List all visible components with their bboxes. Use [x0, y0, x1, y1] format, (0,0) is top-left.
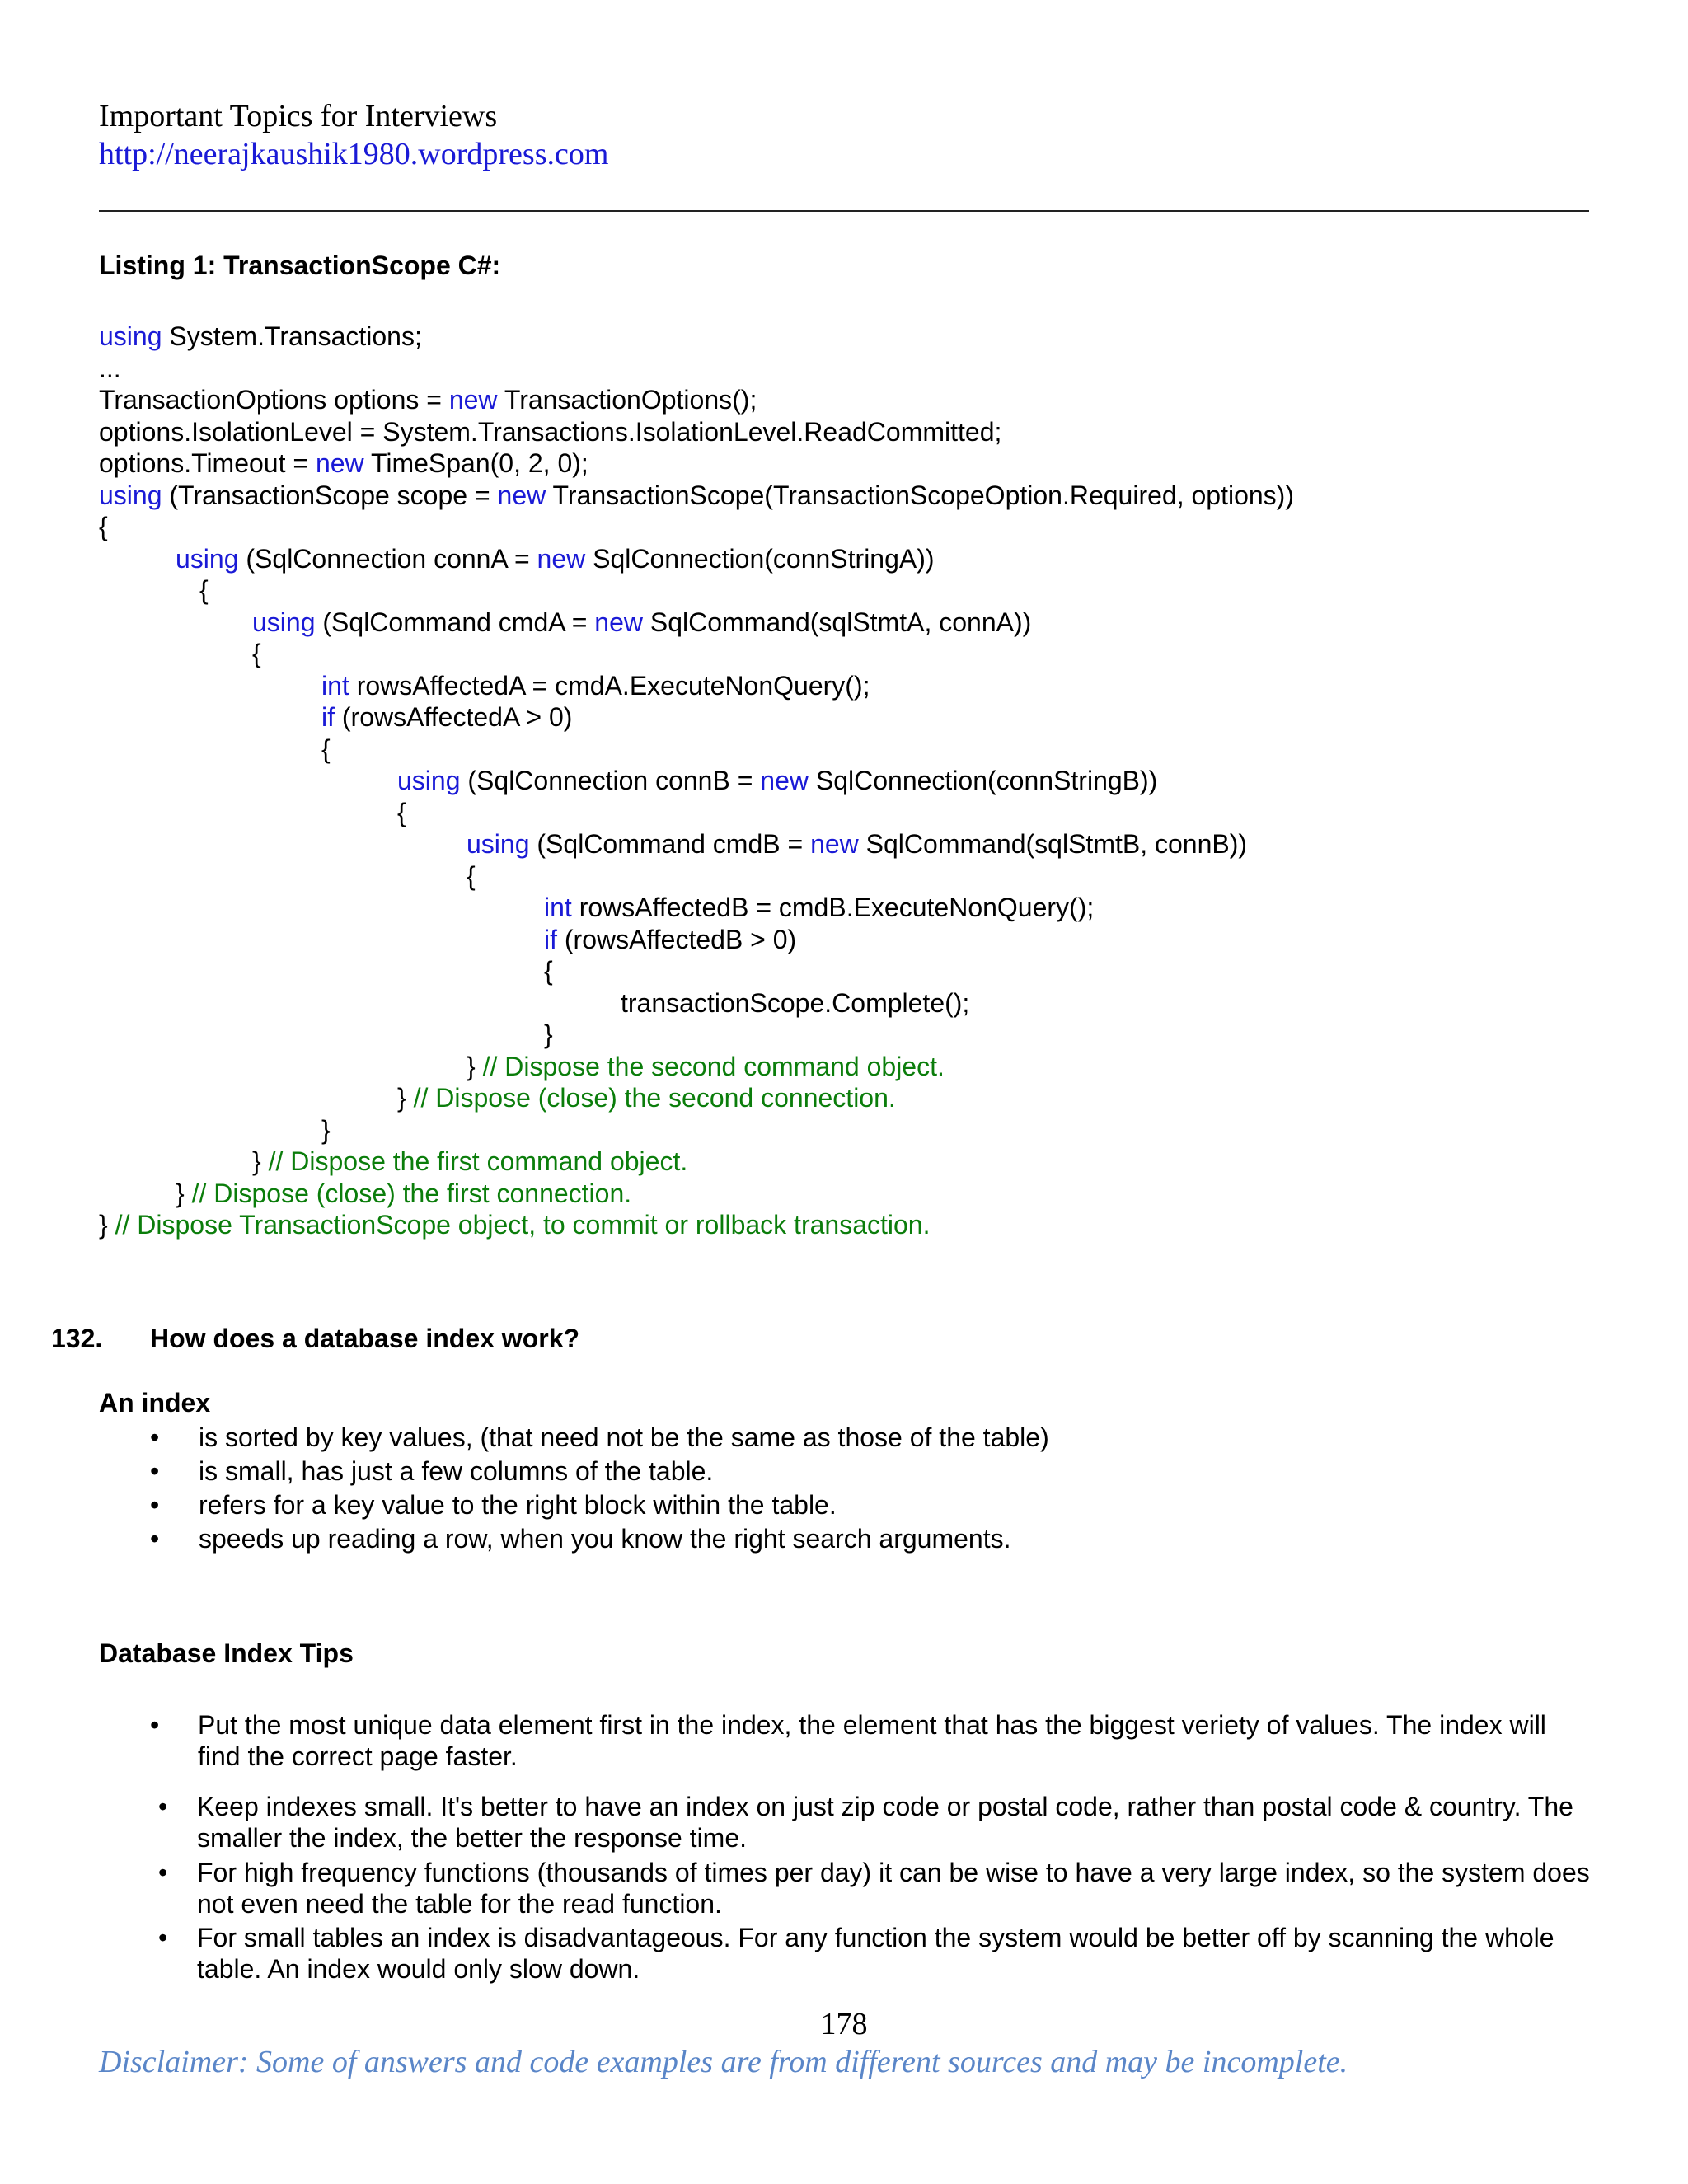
code-text: rowsAffectedB = cmdB.ExecuteNonQuery(); [571, 893, 1095, 922]
tip-item [99, 1922, 1591, 1985]
code-comment: // Dispose TransactionScope object, to commit or rollback transaction. [115, 1210, 931, 1240]
list-item-text: speeds up reading a row, when you know the right search arguments. [199, 1524, 1011, 1554]
code-line [99, 955, 1294, 987]
code-keyword: new [537, 543, 586, 574]
code-text: } [544, 1019, 553, 1049]
code-line [99, 828, 1294, 860]
bullet-icon: • [158, 1858, 168, 1887]
code-line [99, 1114, 1294, 1146]
code-text: } [252, 1146, 269, 1176]
code-keyword: using [176, 543, 239, 574]
code-text: (SqlCommand cmdA = [315, 607, 595, 637]
code-text: { [252, 639, 261, 668]
code-line [99, 892, 1294, 924]
tip-text: For small tables an index is disadvantageous. For any function the system would be better off by scanning the whole table. An index would only slow down. [197, 1923, 1554, 1984]
code-line [99, 1178, 1294, 1210]
code-text: options.Timeout = [99, 448, 316, 478]
tip-text: Put the most unique data element first in the index, the element that has the biggest veriety of values. The index will find the correct page faster. [198, 1710, 1546, 1771]
code-text: SqlConnection(connStringB)) [808, 766, 1158, 795]
code-text: transactionScope.Complete(); [621, 987, 970, 1018]
bullet-icon: • [150, 1490, 160, 1520]
code-text: TransactionOptions(); [497, 385, 757, 415]
code-text: SqlConnection(connStringA)) [585, 543, 935, 574]
code-line [99, 860, 1294, 893]
code-keyword: new [315, 448, 364, 478]
code-text: (TransactionScope scope = [162, 480, 498, 510]
bullet-icon: • [150, 1456, 160, 1486]
code-line [99, 1082, 1294, 1114]
code-text: rowsAffectedA = cmdA.ExecuteNonQuery(); [349, 670, 870, 701]
tip-item [99, 1857, 1591, 1919]
bullet-icon: • [158, 1923, 168, 1952]
code-text: TransactionOptions options = [99, 385, 449, 415]
code-text: options.IsolationLevel = System.Transactions.IsolationLevel.ReadCommitted; [99, 416, 1002, 447]
code-text: } [176, 1178, 192, 1208]
code-keyword: using [397, 766, 461, 795]
code-text: SqlCommand(sqlStmtB, connB)) [858, 829, 1248, 859]
tip-text: For high frequency functions (thousands of times per day) it can be wise to have a very large index, so the system does not even need the table for the read function. [197, 1858, 1590, 1919]
code-line [99, 574, 1294, 607]
code-text: { [99, 512, 108, 541]
code-text: } [99, 1210, 115, 1240]
code-text: { [321, 733, 331, 764]
code-line [99, 1209, 1294, 1241]
bullet-icon: • [150, 1710, 160, 1740]
header-link[interactable]: http://neerajkaushik1980.wordpress.com [99, 137, 609, 171]
question-text: How does a database index work? [150, 1324, 580, 1353]
bullet-icon: • [150, 1422, 160, 1452]
code-listing [99, 321, 1294, 1241]
code-line [99, 511, 1294, 543]
code-keyword: if [321, 702, 335, 732]
code-line [99, 1146, 1294, 1178]
code-text: } [321, 1114, 331, 1145]
code-line [99, 1019, 1294, 1051]
code-keyword: new [594, 607, 643, 637]
code-line [99, 670, 1294, 702]
code-keyword: new [760, 766, 809, 795]
code-comment: // Dispose the second command object. [482, 1051, 945, 1081]
code-line [99, 701, 1294, 733]
header-title: Important Topics for Interviews [99, 99, 498, 134]
code-line [99, 416, 1294, 448]
tips-heading: Database Index Tips [99, 1638, 354, 1668]
code-line [99, 765, 1294, 797]
code-line [99, 543, 1294, 575]
code-text: { [467, 860, 476, 891]
code-text: } [397, 1083, 414, 1113]
code-line [99, 733, 1294, 766]
code-text: (SqlConnection connB = [460, 766, 761, 795]
disclaimer: Disclaimer: Some of answers and code examples are from different sources and may be incomplete. [99, 2045, 1348, 2079]
code-comment: // Dispose (close) the first connection. [191, 1178, 632, 1208]
code-line [99, 480, 1294, 512]
code-keyword: using [99, 321, 162, 351]
code-text: TransactionScope(TransactionScopeOption.Required, options)) [546, 480, 1294, 510]
code-line [99, 987, 1294, 1019]
code-text: { [544, 956, 553, 986]
code-comment: // Dispose the first command object. [268, 1146, 688, 1176]
code-text: ... [99, 353, 121, 383]
code-text: (SqlConnection connA = [238, 543, 537, 574]
code-line [99, 638, 1294, 670]
code-text: (SqlCommand cmdB = [529, 829, 811, 859]
listing-title: Listing 1: TransactionScope C#: [99, 251, 501, 280]
tip-text: Keep indexes small. It's better to have an index on just zip code or postal code, rather than postal code & country. The smaller the index, the better the response time. [197, 1792, 1573, 1853]
code-line [99, 448, 1294, 480]
code-text: System.Transactions; [162, 321, 422, 351]
code-text: (rowsAffectedB > 0) [557, 924, 797, 954]
code-line [99, 924, 1294, 956]
code-text: { [397, 797, 406, 827]
code-keyword: int [544, 893, 572, 922]
code-keyword: new [497, 480, 546, 510]
code-keyword: if [544, 924, 557, 954]
code-text: } [467, 1051, 483, 1081]
page-header [99, 97, 608, 173]
code-line [99, 607, 1294, 639]
index-heading: An index [99, 1388, 211, 1418]
code-text: SqlCommand(sqlStmtA, connA)) [643, 607, 1032, 637]
code-line [99, 321, 1294, 353]
code-comment: // Dispose (close) the second connection. [413, 1083, 896, 1113]
code-keyword: new [810, 829, 859, 859]
list-item-text: refers for a key value to the right block within the table. [199, 1490, 837, 1520]
code-keyword: using [467, 829, 530, 859]
code-line [99, 384, 1294, 416]
code-line [99, 797, 1294, 829]
tip-item [99, 1709, 1591, 1772]
code-text: TimeSpan(0, 2, 0); [363, 448, 588, 478]
bullet-icon: • [158, 1792, 168, 1821]
bullet-icon: • [150, 1524, 160, 1554]
page-number: 178 [820, 2007, 868, 2041]
code-keyword: using [252, 607, 316, 637]
code-text: { [199, 575, 209, 605]
code-line [99, 353, 1294, 385]
code-keyword: int [321, 670, 349, 701]
code-keyword: new [448, 385, 498, 415]
question-number: 132. [51, 1324, 103, 1353]
code-text: (rowsAffectedA > 0) [335, 702, 573, 732]
list-item-text: is sorted by key values, (that need not be the same as those of the table) [199, 1422, 1049, 1452]
code-line [99, 1051, 1294, 1083]
code-keyword: using [99, 480, 162, 510]
tip-item [99, 1791, 1591, 1854]
list-item-text: is small, has just a few columns of the table. [199, 1456, 714, 1486]
header-divider [99, 210, 1589, 212]
